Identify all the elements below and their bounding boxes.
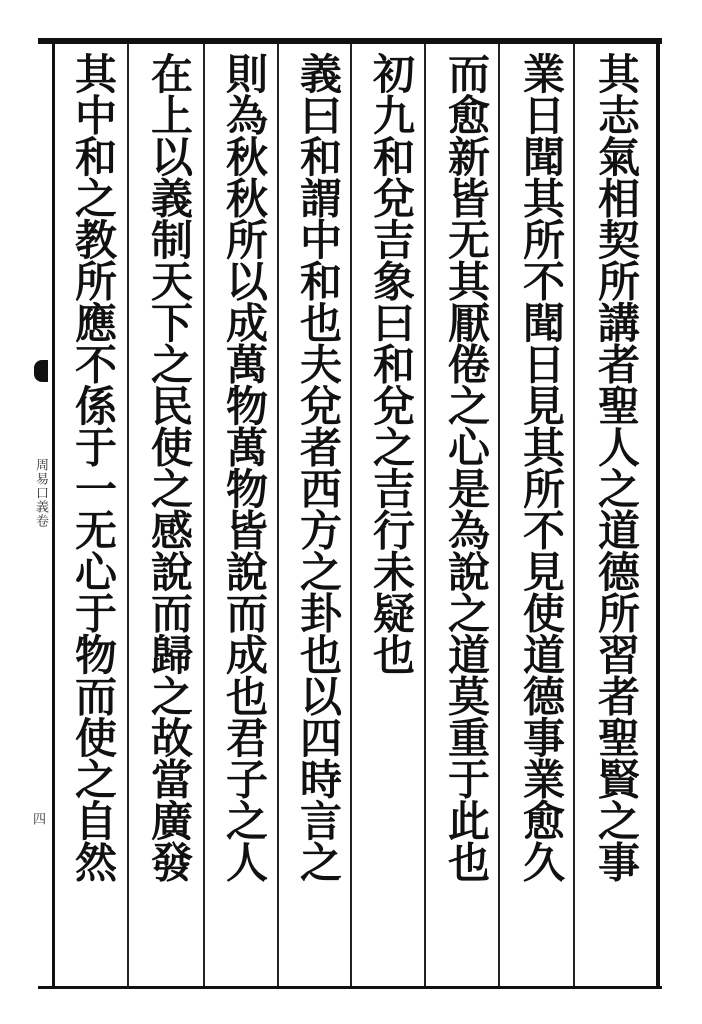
- text-column-7: [134, 52, 204, 982]
- column-text: 而愈新皆无其厭倦之心是為說之道莫重于此也: [442, 52, 491, 882]
- text-column-3: [431, 52, 501, 982]
- column-text: 義曰和謂中和也夫兌者西方之卦也以四時言之: [294, 52, 343, 882]
- column-text: 其志氣相契所講者聖人之道德所習者聖賢之事: [592, 52, 641, 882]
- margin-gutter: [0, 42, 50, 989]
- column-text: 在上以義制天下之民使之感說而歸之故當廣發: [145, 52, 194, 882]
- column-text: 則為秋秋所以成萬物萬物皆說而成也君子之人: [220, 52, 269, 882]
- fishtail-mark-icon: [34, 360, 48, 382]
- right-border: [656, 38, 660, 989]
- margin-title: 周易口義卷: [33, 458, 48, 528]
- column-text: 其中和之教所應不係于一无心于物而使之自然: [69, 52, 118, 882]
- column-text: 初九和兌吉象曰和兌之吉行未疑也: [367, 52, 416, 675]
- text-column-4: [356, 52, 426, 982]
- column-text: 業日聞其所不聞日見其所不見使道德事業愈久: [517, 52, 566, 882]
- text-column-6: [209, 52, 279, 982]
- text-column-1: [581, 52, 651, 982]
- left-border: [52, 42, 55, 989]
- bottom-border: [38, 986, 662, 989]
- text-column-2: [506, 52, 576, 982]
- margin-page-number: 四: [30, 812, 45, 825]
- text-column-5: [283, 52, 353, 982]
- text-column-8: [58, 52, 128, 982]
